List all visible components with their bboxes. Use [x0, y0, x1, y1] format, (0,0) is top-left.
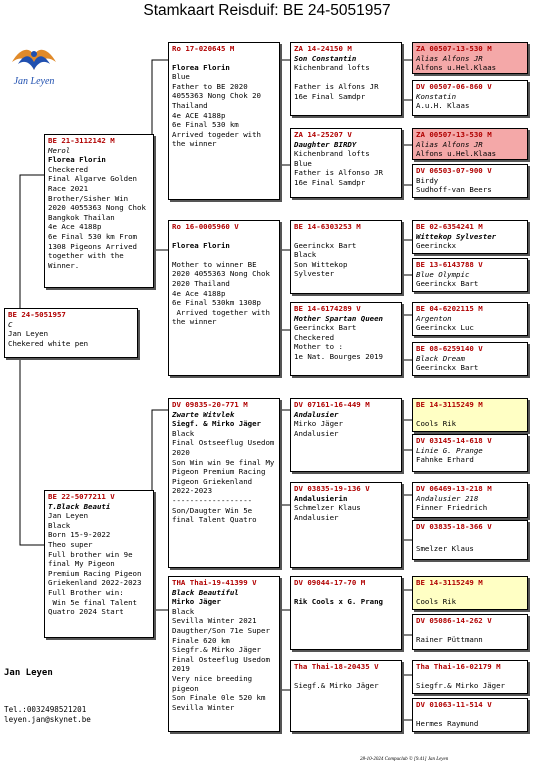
- pigeon-card-fmf[interactable]: BE 14-6303253 M Geerinckx Bart Black Son Wittekop Sylvester: [290, 220, 402, 294]
- pigeon-card-fmfm[interactable]: BE 13-6143788 V Blue Olympic Geerinckx Bart: [412, 258, 528, 292]
- footer-credit: 28-10-2024 Compuclub © [9.41] Jan Leyen: [360, 757, 449, 762]
- owner-name: Jan Leyen: [4, 668, 53, 678]
- pigeon-card-mother[interactable]: BE 22-5077211 V T.Black Beauti Jan Leyen Black Born 15-9-2022 Theo super Full brother win 9e final My Pigeon Premium Racing Pigeon Griekenland 2022-2023 Full Brother win: Win 5e final Talent Quatro 2024 Start: [44, 490, 154, 638]
- pigeon-card-mfmf[interactable]: DV 06469-13-218 M Andalusier 218 Finner Friedrich: [412, 482, 528, 518]
- pigeon-card-fmff[interactable]: BE 02-6354241 M Wittekop Sylvester Geerinckx: [412, 220, 528, 254]
- pigeon-card-fmm[interactable]: BE 14-6174289 V Mother Spartan Queen Geerinckx Bart Checkered Mother to : 1e Nat. Bourges 2019: [290, 302, 402, 376]
- pigeon-card-mfff[interactable]: BE 14-3115249 M Cools Rik: [412, 398, 528, 432]
- pigeon-card-mmf[interactable]: DV 09044-17-70 M Rik Cools x G. Prang: [290, 576, 402, 650]
- pigeon-card-mm[interactable]: THA Thai-19-41399 V Black Beautiful Mirko Jäger Black Sevilla Winter 2021 Daugther/Son 71e Super Finale 620 km Siegfr.& Mirko Jäger Final Osteeflug Usedom 2019 Very nice breeding pigeon Son Finale 0le 520 km Sevilla Winter: [168, 576, 280, 732]
- pigeon-card-ffm[interactable]: ZA 14-25207 V Daughter BIRDY Kichenbrand lofts Blue Father is Alfonso JR 16e Final Samdpr: [290, 128, 402, 198]
- pigeon-card-mf[interactable]: DV 09835-20-771 M Zwarte Witvlek Siegf. & Mirko Jäger Black Final Ostseeflug Usedom 2020 Son Win win 9e final My Pigeon Premium Racing Pigeon Griekenland 2022-2023 ------------------ Son/Daugter Win 5e final Talent Quatro: [168, 398, 280, 568]
- pigeon-card-ffff[interactable]: ZA 00507-13-530 M Alias Alfons JR Alfons u.Hel.Klaas: [412, 42, 528, 74]
- pigeon-card-mff[interactable]: DV 07161-16-449 M Andalusier Mirko Jäger Andalusier: [290, 398, 402, 472]
- page-title: Stamkaart Reisduif: BE 24-5051957: [143, 2, 391, 19]
- pigeon-card-subject[interactable]: BE 24-5051957 C Jan Leyen Chekered white pen: [4, 308, 138, 358]
- owner-contact: [4, 705, 91, 725]
- pigeon-card-fff[interactable]: ZA 14-24150 M Son Constantin Kichenbrand lofts Father is Alfons JR 16e Final Samdpr: [290, 42, 402, 116]
- pigeon-card-fm[interactable]: Ro 16-0005960 V Florea Florin Mother to winner BE 2020 4055363 Nong Chok 2020 Thailand 4e Ace 4188p 6e Final 530km 1308p Arrived together with the winner: [168, 220, 280, 376]
- pigeon-card-mmmm[interactable]: DV 01063-11-514 V Hermes Raymund: [412, 698, 528, 732]
- pigeon-card-mfmm[interactable]: DV 03835-18-366 V Smelzer Klaus: [412, 520, 528, 560]
- pigeon-card-mmm[interactable]: Tha Thai-18-20435 V Siegf.& Mirko Jäger: [290, 660, 402, 732]
- owner-email[interactable]: leyen.jan@skynet.be: [4, 715, 91, 724]
- pigeon-card-fffm[interactable]: DV 00507-06-860 V Konstatin A.u.H. Klaas: [412, 80, 528, 116]
- pigeon-card-mmfm[interactable]: DV 05086-14-262 V Rainer Püttmann: [412, 614, 528, 650]
- pigeon-card-fmmf[interactable]: BE 04-6202115 M Argenton Geerinckx Luc: [412, 302, 528, 336]
- pigeon-card-ffmf[interactable]: ZA 00507-13-530 M Alias Alfons JR Alfons u.Hel.Klaas: [412, 128, 528, 160]
- pigeon-card-mmff[interactable]: BE 14-3115249 M Cools Rik: [412, 576, 528, 610]
- pigeon-card-ffmm[interactable]: DV 06503-07-900 V Birdy Sudhoff-van Beers: [412, 164, 528, 198]
- logo-text: Jan Leyen: [13, 76, 55, 87]
- pigeon-card-mmmf[interactable]: Tha Thai-16-02179 M Siegfr.& Mirko Jäger: [412, 660, 528, 694]
- pigeon-card-fmmm[interactable]: BE 08-6259140 V Black Dream Geerinckx Bart: [412, 342, 528, 376]
- owner-phone: Tel.:0032498521201: [4, 705, 87, 714]
- pigeon-card-ff[interactable]: Ro 17-020645 M Florea Florin Blue Father to BE 2020 4055363 Nong Chok 20 Thailand 4e ACE 4188p 6e Final 530 km Arrived togeder with the winner: [168, 42, 280, 200]
- pigeon-card-mfm[interactable]: DV 03835-19-136 V Andalusierin Schmelzer Klaus Andalusier: [290, 482, 402, 568]
- pigeon-card-mffm[interactable]: DV 03145-14-618 V Linie G. Prange Fahnke Erhard: [412, 434, 528, 472]
- pigeon-card-father[interactable]: BE 21-3112142 M Merol Florea Florin Checkered Final Algarve Golden Race 2021 Brother/Sisher Win 2020 4055363 Nong Chok Bangkok Thailan 4e Ace 4188p 6e Final 530 km From 1308 Pigeons Arrived together with the Winner.: [44, 134, 154, 288]
